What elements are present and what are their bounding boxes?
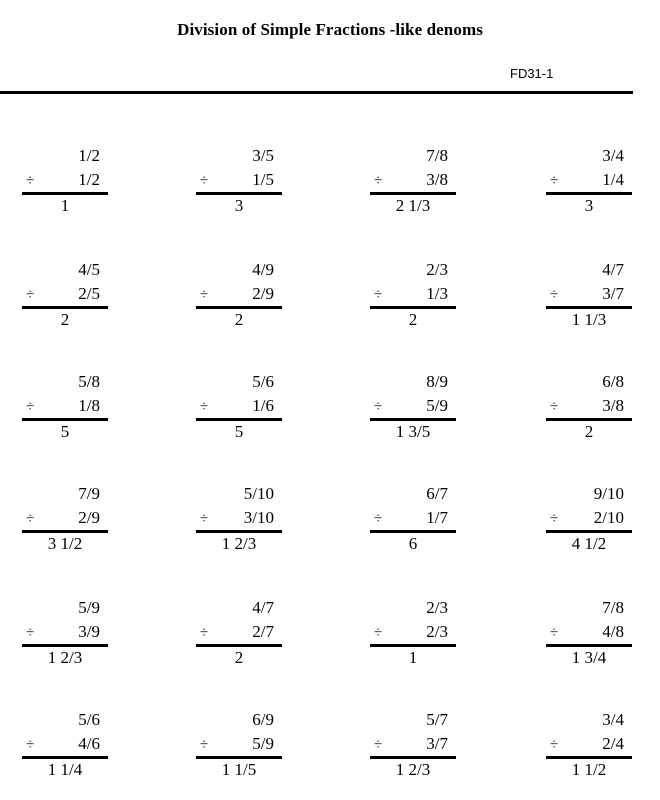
dividend: 5/9 <box>78 598 100 617</box>
divisor: 1/2 <box>78 170 100 189</box>
quotient: 1 3/5 <box>395 422 431 441</box>
answer-line <box>22 418 108 421</box>
division-sign: ÷ <box>26 511 35 527</box>
divisor: 1/4 <box>602 170 624 189</box>
division-sign: ÷ <box>200 737 209 753</box>
answer-line <box>196 192 282 195</box>
dividend: 8/9 <box>426 372 448 391</box>
answer-line <box>370 418 456 421</box>
divisor: 3/10 <box>243 508 274 527</box>
division-problem <box>196 372 282 462</box>
answer-line <box>196 306 282 309</box>
quotient: 1 1/5 <box>221 760 257 779</box>
answer-line <box>22 192 108 195</box>
divisor: 3/9 <box>78 622 100 641</box>
quotient: 3 <box>584 196 594 215</box>
quotient: 1 1/4 <box>47 760 83 779</box>
division-sign: ÷ <box>550 287 559 303</box>
division-sign: ÷ <box>374 399 383 415</box>
answer-line <box>370 192 456 195</box>
quotient: 1 2/3 <box>47 648 83 667</box>
answer-line <box>546 756 632 759</box>
division-problem <box>370 710 456 800</box>
answer-line <box>22 644 108 647</box>
division-problem <box>546 146 632 236</box>
dividend: 6/9 <box>252 710 274 729</box>
quotient: 2 <box>584 422 594 441</box>
divisor: 3/7 <box>426 734 448 753</box>
division-sign: ÷ <box>374 625 383 641</box>
dividend: 9/10 <box>593 484 624 503</box>
dividend: 7/8 <box>426 146 448 165</box>
divisor: 3/8 <box>426 170 448 189</box>
quotient: 1 1/3 <box>571 310 607 329</box>
dividend: 7/8 <box>602 598 624 617</box>
division-sign: ÷ <box>374 737 383 753</box>
answer-line <box>196 418 282 421</box>
division-sign: ÷ <box>374 511 383 527</box>
division-sign: ÷ <box>550 173 559 189</box>
division-problem <box>22 146 108 236</box>
division-problem <box>370 260 456 350</box>
quotient: 2 <box>408 310 418 329</box>
dividend: 3/4 <box>602 146 624 165</box>
division-sign: ÷ <box>26 287 35 303</box>
division-problem <box>196 710 282 800</box>
dividend: 5/8 <box>78 372 100 391</box>
division-problem <box>196 260 282 350</box>
division-problem <box>370 484 456 574</box>
quotient: 5 <box>60 422 70 441</box>
dividend: 3/5 <box>252 146 274 165</box>
quotient: 2 <box>234 648 244 667</box>
answer-line <box>370 756 456 759</box>
dividend: 5/6 <box>252 372 274 391</box>
division-problem <box>196 146 282 236</box>
dividend: 6/7 <box>426 484 448 503</box>
division-problem <box>370 598 456 688</box>
divisor: 2/5 <box>78 284 100 303</box>
dividend: 5/6 <box>78 710 100 729</box>
quotient: 2 <box>234 310 244 329</box>
divisor: 1/6 <box>252 396 274 415</box>
answer-line <box>546 192 632 195</box>
division-problem <box>370 146 456 236</box>
divisor: 2/9 <box>252 284 274 303</box>
answer-line <box>546 418 632 421</box>
dividend: 1/2 <box>78 146 100 165</box>
divisor: 2/3 <box>426 622 448 641</box>
divisor: 4/6 <box>78 734 100 753</box>
quotient: 2 <box>60 310 70 329</box>
divisor: 5/9 <box>426 396 448 415</box>
quotient: 2 1/3 <box>395 196 431 215</box>
quotient: 3 <box>234 196 244 215</box>
division-sign: ÷ <box>200 399 209 415</box>
dividend: 4/7 <box>252 598 274 617</box>
dividend: 4/7 <box>602 260 624 279</box>
answer-line <box>370 530 456 533</box>
division-problem <box>22 260 108 350</box>
divisor: 4/8 <box>602 622 624 641</box>
divisor: 1/7 <box>426 508 448 527</box>
quotient: 1 3/4 <box>571 648 607 667</box>
division-problem <box>546 598 632 688</box>
answer-line <box>22 530 108 533</box>
dividend: 5/10 <box>243 484 274 503</box>
divisor: 2/4 <box>602 734 624 753</box>
division-problem <box>370 372 456 462</box>
answer-line <box>370 644 456 647</box>
division-sign: ÷ <box>26 399 35 415</box>
divisor: 1/8 <box>78 396 100 415</box>
division-sign: ÷ <box>374 287 383 303</box>
dividend: 4/9 <box>252 260 274 279</box>
division-sign: ÷ <box>200 173 209 189</box>
division-sign: ÷ <box>200 511 209 527</box>
division-sign: ÷ <box>550 399 559 415</box>
answer-line <box>196 644 282 647</box>
quotient: 5 <box>234 422 244 441</box>
answer-line <box>196 756 282 759</box>
worksheet-code: FD31-1 <box>510 66 554 81</box>
division-problem <box>546 260 632 350</box>
division-sign: ÷ <box>200 287 209 303</box>
division-problem <box>546 484 632 574</box>
answer-line <box>22 306 108 309</box>
division-problem <box>546 710 632 800</box>
divisor: 1/3 <box>426 284 448 303</box>
divisor: 2/9 <box>78 508 100 527</box>
division-problem <box>196 598 282 688</box>
divisor: 3/7 <box>602 284 624 303</box>
quotient: 1 1/2 <box>571 760 607 779</box>
division-problem <box>22 710 108 800</box>
dividend: 4/5 <box>78 260 100 279</box>
division-sign: ÷ <box>374 173 383 189</box>
division-sign: ÷ <box>550 737 559 753</box>
answer-line <box>546 530 632 533</box>
page-title: Division of Simple Fractions -like denoms <box>177 20 483 39</box>
quotient: 1 2/3 <box>221 534 257 553</box>
division-sign: ÷ <box>26 625 35 641</box>
quotient: 1 2/3 <box>395 760 431 779</box>
division-problem <box>546 372 632 462</box>
division-problem <box>196 484 282 574</box>
answer-line <box>370 306 456 309</box>
division-sign: ÷ <box>550 625 559 641</box>
divisor: 2/7 <box>252 622 274 641</box>
quotient: 3 1/2 <box>47 534 83 553</box>
answer-line <box>22 756 108 759</box>
dividend: 6/8 <box>602 372 624 391</box>
division-sign: ÷ <box>26 173 35 189</box>
division-problem <box>22 484 108 574</box>
division-problem <box>22 598 108 688</box>
division-sign: ÷ <box>26 737 35 753</box>
dividend: 7/9 <box>78 484 100 503</box>
dividend: 5/7 <box>426 710 448 729</box>
divisor: 3/8 <box>602 396 624 415</box>
divisor: 1/5 <box>252 170 274 189</box>
answer-line <box>546 644 632 647</box>
dividend: 3/4 <box>602 710 624 729</box>
divisor: 2/10 <box>593 508 624 527</box>
dividend: 2/3 <box>426 598 448 617</box>
answer-line <box>546 306 632 309</box>
quotient: 6 <box>408 534 418 553</box>
division-sign: ÷ <box>200 625 209 641</box>
quotient: 1 <box>408 648 418 667</box>
answer-line <box>196 530 282 533</box>
division-sign: ÷ <box>550 511 559 527</box>
divisor: 5/9 <box>252 734 274 753</box>
dividend: 2/3 <box>426 260 448 279</box>
quotient: 1 <box>60 196 70 215</box>
quotient: 4 1/2 <box>571 534 607 553</box>
division-problem <box>22 372 108 462</box>
